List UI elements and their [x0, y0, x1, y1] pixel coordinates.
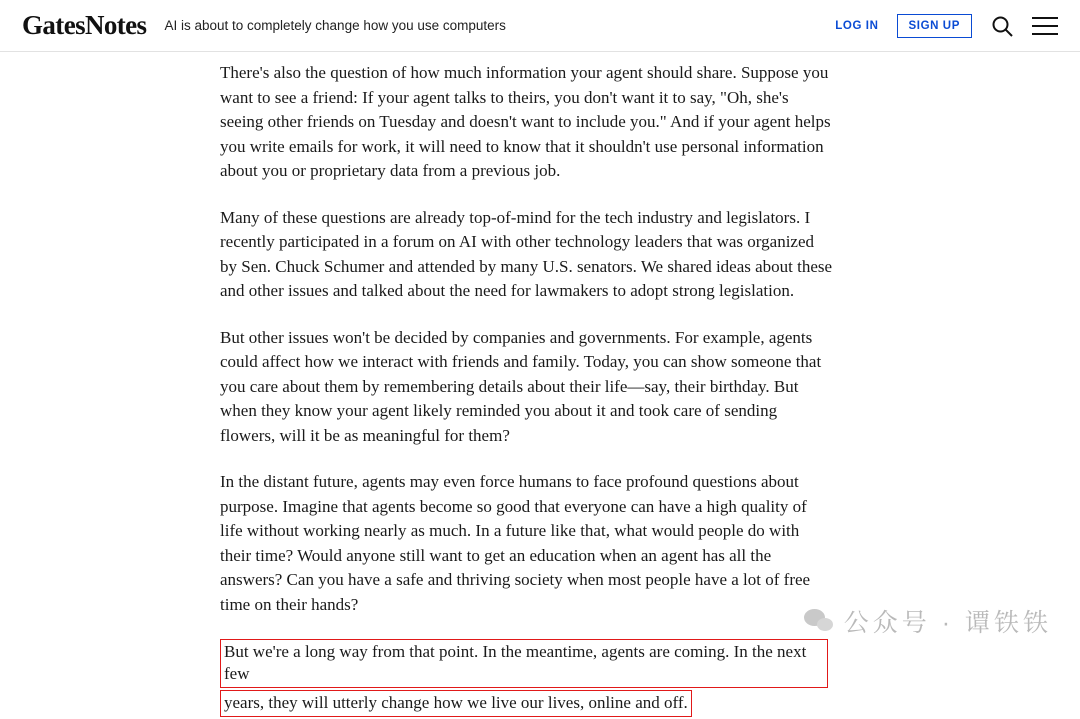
paragraph: But other issues won't be decided by companies and governments. For example, agents could affect how we interact with friends and family. Today, you can show someone that you care about them by remembering details about their life—say, their birthday. But when they know your agent likely reminded you about it and took care of sending flowers, will it be as meaningful for them?	[220, 327, 822, 445]
highlight-line-1: But we're a long way from that point. In the meantime, agents are coming. In the next few	[220, 639, 828, 688]
highlight-line-2: years, they will utterly change how we live our lives, online and off.	[220, 690, 692, 717]
highlighted-passage	[220, 639, 833, 717]
paragraph: Many of these questions are already top-of-mind for the tech industry and legislators. I recently participated in a forum on AI with other technology leaders that was organized by Sen. Chuck Schumer and attended by many U.S. senators. We shared ideas about these and other issues and talked about the need for lawmakers to adopt strong legislation.	[220, 207, 833, 300]
watermark	[804, 603, 1052, 639]
site-header	[0, 0, 1080, 52]
wechat-icon	[804, 608, 834, 634]
signup-button[interactable]: SIGN UP	[897, 14, 973, 38]
article-column	[220, 61, 833, 719]
hamburger-bars	[1032, 17, 1058, 35]
paragraph: In the distant future, agents may even force humans to face profound questions about purpose. Imagine that agents become so good that everyone can have a high quality of life without working nearly as much. In a future like that, what would people do with their time? Would anyone still want to get an education when an agent has all the answers? Can you have a safe and thriving society when most people have a lot of free time on their hands?	[220, 472, 811, 614]
article-subtitle: AI is about to completely change how you use computers	[164, 18, 506, 33]
article-body	[0, 53, 1080, 712]
hamburger-menu-icon[interactable]	[1032, 17, 1058, 35]
site-logo[interactable]: GatesNotes	[22, 10, 147, 40]
paragraph: There's also the question of how much information your agent should share. Suppose you want to see a friend: If your agent talks to theirs, you don't want it to say, "Oh, she's seeing other friends on Tuesday and doesn't want to include you." And if your agent helps you write emails for work, it will need to know that it shouldn't use personal information about you or proprietary data from a previous job.	[220, 63, 831, 180]
watermark-text: 公众号 · 谭铁铁	[843, 609, 1052, 637]
search-icon[interactable]	[990, 14, 1014, 38]
login-link[interactable]: LOG IN	[835, 19, 879, 32]
header-actions	[835, 14, 1058, 38]
